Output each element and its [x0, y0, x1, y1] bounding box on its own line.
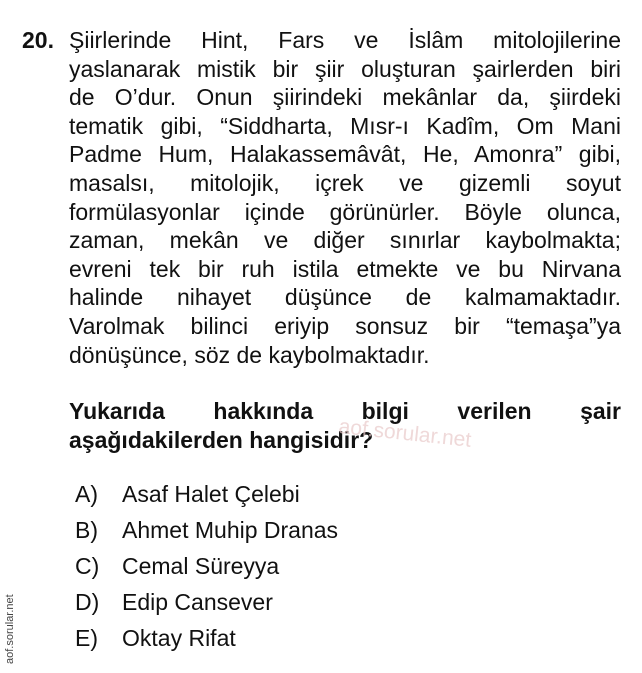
option-a[interactable]: [75, 479, 300, 509]
option-letter: D): [75, 589, 100, 615]
watermark: aof.sorular.net: [337, 415, 473, 452]
prompt-line: Yukarıda hakkında bilgi verilen şair: [69, 398, 621, 424]
option-c[interactable]: [75, 551, 279, 581]
option-letter: E): [75, 625, 98, 651]
option-letter: A): [75, 481, 98, 507]
option-text: Edip Cansever: [122, 589, 273, 615]
question-prompt: [69, 397, 621, 455]
option-letter: B): [75, 517, 98, 543]
option-text: Asaf Halet Çelebi: [122, 481, 300, 507]
option-text: Cemal Süreyya: [122, 553, 280, 579]
question-number: 20.: [22, 27, 54, 53]
question-passage: [69, 26, 621, 369]
side-watermark: aof.sorular.net: [4, 594, 16, 664]
option-letter: C): [75, 553, 100, 579]
option-e[interactable]: [75, 623, 236, 653]
passage-line: formülasyonlar içinde görünürler. Böyle olunca,: [69, 198, 621, 225]
passage-line: yaslanarak mistik bir şiir oluşturan şairlerden biri: [69, 55, 621, 82]
passage-line: Padme Hum, Halakassemâvât, He, Amonra” gibi,: [69, 141, 621, 168]
option-d[interactable]: [75, 587, 273, 617]
option-text: Ahmet Muhip Dranas: [122, 517, 339, 543]
passage-line: Varolmak bilinci eriyip sonsuz bir “temaşa”ya: [69, 312, 621, 339]
passage-line: de O’dur. Onun şiirindeki mekânlar da, şiirdeki: [69, 84, 621, 111]
option-b[interactable]: [75, 515, 338, 545]
passage-line: halinde nihayet düşünce de kalmamaktadır.: [69, 284, 621, 311]
option-text: Oktay Rifat: [122, 625, 236, 651]
passage-line: Şiirlerinde Hint, Fars ve İslâm mitolojilerine: [69, 27, 621, 53]
passage-line: masalsı, mitolojik, içrek ve gizemli soyut: [69, 169, 621, 196]
passage-line: tematik gibi, “Siddharta, Mısr-ı Kadîm, Om Mani: [69, 112, 621, 139]
prompt-line: aşağıdakilerden hangisidir?: [69, 427, 374, 453]
passage-line: zaman, mekân ve diğer sınırlar kaybolmakta;: [69, 227, 621, 254]
passage-line: evreni tek bir ruh istila etmekte ve bu Nirvana: [69, 255, 621, 282]
passage-line: dönüşünce, söz de kaybolmaktadır.: [69, 341, 430, 368]
